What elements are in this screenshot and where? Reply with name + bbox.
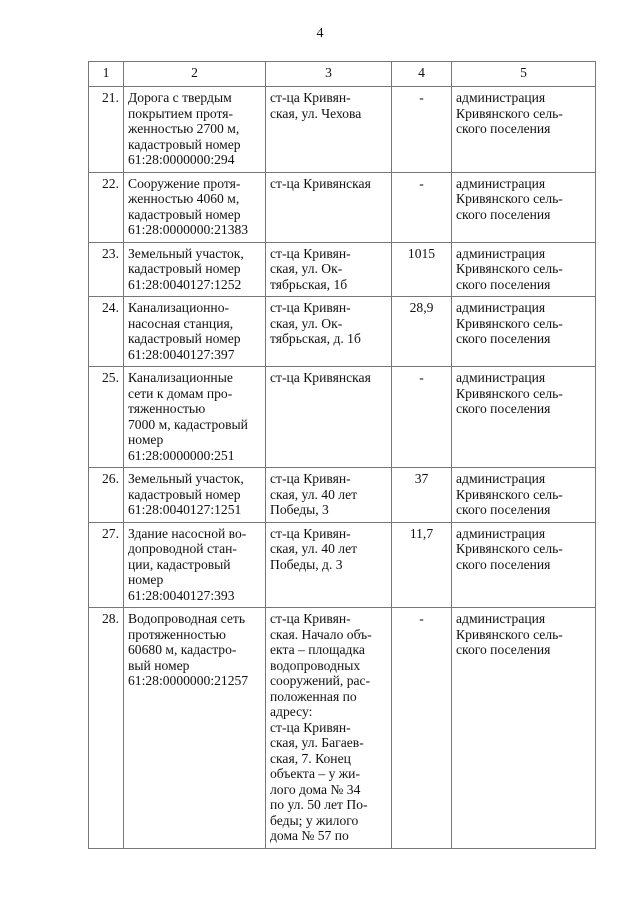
owner-line: ского поселения bbox=[456, 331, 551, 346]
area-cell: 28,9 bbox=[392, 297, 452, 367]
area-cell: - bbox=[392, 172, 452, 242]
address-line: Победы, 3 bbox=[270, 502, 329, 517]
owner-line: администрация bbox=[456, 90, 546, 105]
name-line: кадастровый номер bbox=[128, 206, 241, 222]
address-line: екта – площадка bbox=[270, 642, 365, 657]
owner-line: Кривянского сель- bbox=[456, 105, 563, 121]
address-cell bbox=[266, 608, 392, 849]
owner-line: ского поселения bbox=[456, 276, 551, 292]
address-cell bbox=[266, 172, 392, 242]
owner-line: Кривянского сель- bbox=[456, 191, 563, 206]
name-line: 61:28:0000000:21257 bbox=[128, 673, 249, 688]
name-line: 61:28:0000000:294 bbox=[128, 152, 235, 167]
name-line: 60680 м, кадастро- bbox=[128, 642, 237, 657]
area-cell: 1015 bbox=[392, 242, 452, 297]
address-line: Победы, д. 3 bbox=[270, 556, 343, 572]
address-line: тябрьская, д. 1б bbox=[270, 331, 361, 346]
object-name-cell bbox=[124, 87, 266, 173]
address-line: лого дома № 34 bbox=[270, 781, 361, 797]
owner-cell bbox=[452, 367, 596, 468]
owner-line: Кривянского сель- bbox=[456, 261, 563, 276]
address-line: водопроводных bbox=[270, 657, 361, 673]
address-cell bbox=[266, 468, 392, 523]
name-line: женностью 4060 м, bbox=[128, 191, 240, 206]
row-number: 27. bbox=[89, 522, 124, 608]
name-line: Земельный участок, bbox=[128, 471, 244, 486]
owner-line: администрация bbox=[456, 471, 546, 486]
owner-line: ского поселения bbox=[456, 206, 551, 222]
address-line: ская, ул. Ок- bbox=[270, 261, 343, 276]
owner-line: администрация bbox=[456, 370, 546, 385]
address-line: ская, ул. 40 лет bbox=[270, 541, 358, 556]
name-line: протяженностью bbox=[128, 626, 226, 642]
name-line: тяженностью bbox=[128, 401, 206, 416]
header-col-4: 4 bbox=[392, 62, 452, 87]
address-line: ст-ца Кривян- bbox=[270, 245, 351, 261]
name-line: женностью 2700 м, bbox=[128, 121, 240, 136]
object-name-cell bbox=[124, 522, 266, 608]
address-cell bbox=[266, 367, 392, 468]
address-cell bbox=[266, 297, 392, 367]
object-name-cell bbox=[124, 297, 266, 367]
owner-line: администрация bbox=[456, 245, 546, 261]
row-number: 22. bbox=[89, 172, 124, 242]
name-line: 61:28:0040127:397 bbox=[128, 346, 235, 362]
owner-cell bbox=[452, 522, 596, 608]
name-line: 61:28:0000000:21383 bbox=[128, 222, 249, 237]
table-row bbox=[89, 522, 596, 608]
address-line: ст-ца Кривян- bbox=[270, 611, 351, 626]
name-line: допроводной стан- bbox=[128, 541, 237, 556]
owner-cell bbox=[452, 87, 596, 173]
property-registry-table bbox=[88, 61, 596, 849]
table-row bbox=[89, 468, 596, 523]
table-row bbox=[89, 87, 596, 173]
owner-line: Кривянского сель- bbox=[456, 486, 563, 502]
owner-line: администрация bbox=[456, 525, 546, 541]
object-name-cell bbox=[124, 468, 266, 523]
owner-cell bbox=[452, 242, 596, 297]
table-row bbox=[89, 172, 596, 242]
address-cell bbox=[266, 522, 392, 608]
address-line: по ул. 50 лет По- bbox=[270, 797, 368, 812]
owner-line: ского поселения bbox=[456, 502, 551, 517]
address-cell bbox=[266, 87, 392, 173]
header-col-3: 3 bbox=[266, 62, 392, 87]
name-line: Здание насосной во- bbox=[128, 525, 247, 541]
owner-line: администрация bbox=[456, 300, 546, 315]
name-line: покрытием протя- bbox=[128, 105, 234, 121]
object-name-cell bbox=[124, 367, 266, 468]
name-line: номер bbox=[128, 572, 164, 587]
name-line: вый номер bbox=[128, 657, 190, 673]
row-number: 26. bbox=[89, 468, 124, 523]
header-col-1: 1 bbox=[89, 62, 124, 87]
address-line: ская, ул. 40 лет bbox=[270, 486, 358, 502]
name-line: 61:28:0040127:1252 bbox=[128, 276, 242, 292]
address-line: ст-ца Кривян- bbox=[270, 471, 351, 486]
owner-line: ского поселения bbox=[456, 642, 551, 657]
address-line: ст-ца Кривянская bbox=[270, 175, 371, 191]
address-line: ст-ца Кривян- bbox=[270, 300, 351, 315]
address-line: адресу: bbox=[270, 704, 313, 719]
table-body bbox=[89, 87, 596, 849]
table-row bbox=[89, 297, 596, 367]
name-line: номер bbox=[128, 432, 164, 447]
owner-cell bbox=[452, 297, 596, 367]
owner-line: ского поселения bbox=[456, 556, 551, 572]
name-line: кадастровый номер bbox=[128, 486, 241, 502]
area-cell: - bbox=[392, 608, 452, 849]
address-line: ская, ул. Багаев- bbox=[270, 735, 364, 750]
owner-line: Кривянского сель- bbox=[456, 626, 563, 642]
address-cell bbox=[266, 242, 392, 297]
address-line: ст-ца Кривянская bbox=[270, 370, 371, 385]
name-line: Водопроводная сеть bbox=[128, 611, 246, 626]
address-line: ская, ул. Ок- bbox=[270, 315, 343, 331]
name-line: Дорога с твердым bbox=[128, 90, 232, 105]
name-line: Земельный участок, bbox=[128, 245, 244, 261]
owner-cell bbox=[452, 468, 596, 523]
name-line: Канализационные bbox=[128, 370, 233, 385]
address-line: ская, 7. Конец bbox=[270, 750, 351, 766]
address-line: ст-ца Кривян- bbox=[270, 90, 351, 105]
row-number: 28. bbox=[89, 608, 124, 849]
table-row bbox=[89, 608, 596, 849]
object-name-cell bbox=[124, 242, 266, 297]
object-name-cell bbox=[124, 172, 266, 242]
address-line: беды; у жилого bbox=[270, 812, 359, 828]
name-line: кадастровый номер bbox=[128, 261, 241, 276]
name-line: 61:28:0040127:1251 bbox=[128, 502, 242, 517]
owner-line: ского поселения bbox=[456, 401, 551, 416]
header-col-5: 5 bbox=[452, 62, 596, 87]
owner-line: Кривянского сель- bbox=[456, 541, 563, 556]
name-line: Канализационно- bbox=[128, 300, 230, 315]
name-line: насосная станция, bbox=[128, 315, 234, 331]
owner-cell bbox=[452, 172, 596, 242]
address-line: ст-ца Кривян- bbox=[270, 525, 351, 541]
name-line: кадастровый номер bbox=[128, 136, 241, 152]
name-line: Сооружение протя- bbox=[128, 175, 241, 191]
name-line: 61:28:0000000:251 bbox=[128, 447, 235, 463]
owner-line: Кривянского сель- bbox=[456, 315, 563, 331]
table-row bbox=[89, 367, 596, 468]
owner-line: ского поселения bbox=[456, 121, 551, 136]
name-line: 7000 м, кадастровый bbox=[128, 416, 248, 432]
area-cell: - bbox=[392, 367, 452, 468]
header-col-2: 2 bbox=[124, 62, 266, 87]
owner-line: администрация bbox=[456, 611, 546, 626]
area-cell: - bbox=[392, 87, 452, 173]
address-line: тябрьская, 1б bbox=[270, 276, 348, 292]
object-name-cell bbox=[124, 608, 266, 849]
area-cell: 37 bbox=[392, 468, 452, 523]
header-row bbox=[89, 62, 596, 87]
row-number: 24. bbox=[89, 297, 124, 367]
name-line: сети к домам про- bbox=[128, 385, 233, 401]
table-row bbox=[89, 242, 596, 297]
name-line: кадастровый номер bbox=[128, 331, 241, 346]
row-number: 25. bbox=[89, 367, 124, 468]
address-line: ст-ца Кривян- bbox=[270, 719, 351, 735]
owner-cell bbox=[452, 608, 596, 849]
address-line: объекта – у жи- bbox=[270, 766, 360, 781]
address-line: ская, ул. Чехова bbox=[270, 105, 362, 121]
owner-line: Кривянского сель- bbox=[456, 385, 563, 401]
area-cell: 11,7 bbox=[392, 522, 452, 608]
page-number: 4 bbox=[316, 26, 324, 41]
address-line: сооружений, рас- bbox=[270, 673, 371, 688]
name-line: 61:28:0040127:393 bbox=[128, 587, 235, 603]
row-number: 21. bbox=[89, 87, 124, 173]
row-number: 23. bbox=[89, 242, 124, 297]
owner-line: администрация bbox=[456, 175, 546, 191]
address-line: ская. Начало объ- bbox=[270, 626, 372, 642]
address-line: положенная по bbox=[270, 688, 357, 704]
address-line: дома № 57 по bbox=[270, 828, 349, 843]
name-line: ции, кадастровый bbox=[128, 556, 231, 572]
